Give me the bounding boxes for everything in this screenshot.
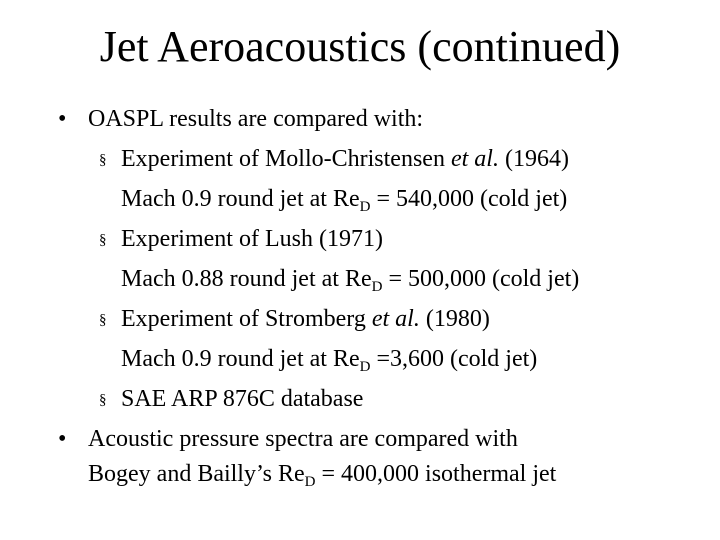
sub-text: (1980) <box>419 306 490 332</box>
detail-text: = 400,000 isothermal jet <box>315 461 557 487</box>
sub-bullet-stromberg <box>121 304 490 334</box>
bullet-acoustic-spectra: Acoustic pressure spectra are compared with <box>88 426 518 452</box>
sub-bullet-marker: § <box>99 232 107 248</box>
bullet-dot: • <box>58 106 67 132</box>
sub-text: SAE ARP 876C database <box>121 386 364 412</box>
detail-mollo-christensen <box>121 184 567 214</box>
sub-text: Experiment of Stromberg <box>121 306 372 332</box>
detail-text: Mach 0.9 round jet at Re <box>121 346 360 372</box>
sub-text: (1964) <box>498 146 569 172</box>
detail-text: = 500,000 (cold jet) <box>382 266 580 292</box>
sub-bullet-sae-arp <box>121 384 363 414</box>
subscript: D <box>371 279 383 295</box>
bullet-dot: • <box>58 426 67 452</box>
detail-stromberg <box>121 344 537 374</box>
bullet-oaspl: OASPL results are compared with: <box>88 106 424 132</box>
italic-text: et al. <box>371 306 420 332</box>
subscript: D <box>359 199 371 215</box>
detail-text: =3,600 (cold jet) <box>370 346 538 372</box>
bullet-acoustic-spectra-continuation <box>88 459 556 489</box>
sub-bullet-mollo-christensen <box>121 144 569 174</box>
sub-text: Experiment of Lush (1971) <box>121 226 383 252</box>
detail-text: = 540,000 (cold jet) <box>370 186 568 212</box>
italic-text: et al. <box>450 146 499 172</box>
sub-bullet-lush <box>121 224 383 254</box>
sub-bullet-marker: § <box>99 392 107 408</box>
slide-title: Jet Aeroacoustics (continued) <box>99 22 621 71</box>
subscript: D <box>359 359 371 375</box>
detail-text: Mach 0.88 round jet at Re <box>121 266 372 292</box>
sub-bullet-marker: § <box>99 152 107 168</box>
detail-lush <box>121 264 579 294</box>
detail-text: Bogey and Bailly’s Re <box>88 461 305 487</box>
sub-text: Experiment of Mollo-Christensen <box>121 146 451 172</box>
sub-bullet-marker: § <box>99 312 107 328</box>
detail-text: Mach 0.9 round jet at Re <box>121 186 360 212</box>
subscript: D <box>304 474 316 490</box>
